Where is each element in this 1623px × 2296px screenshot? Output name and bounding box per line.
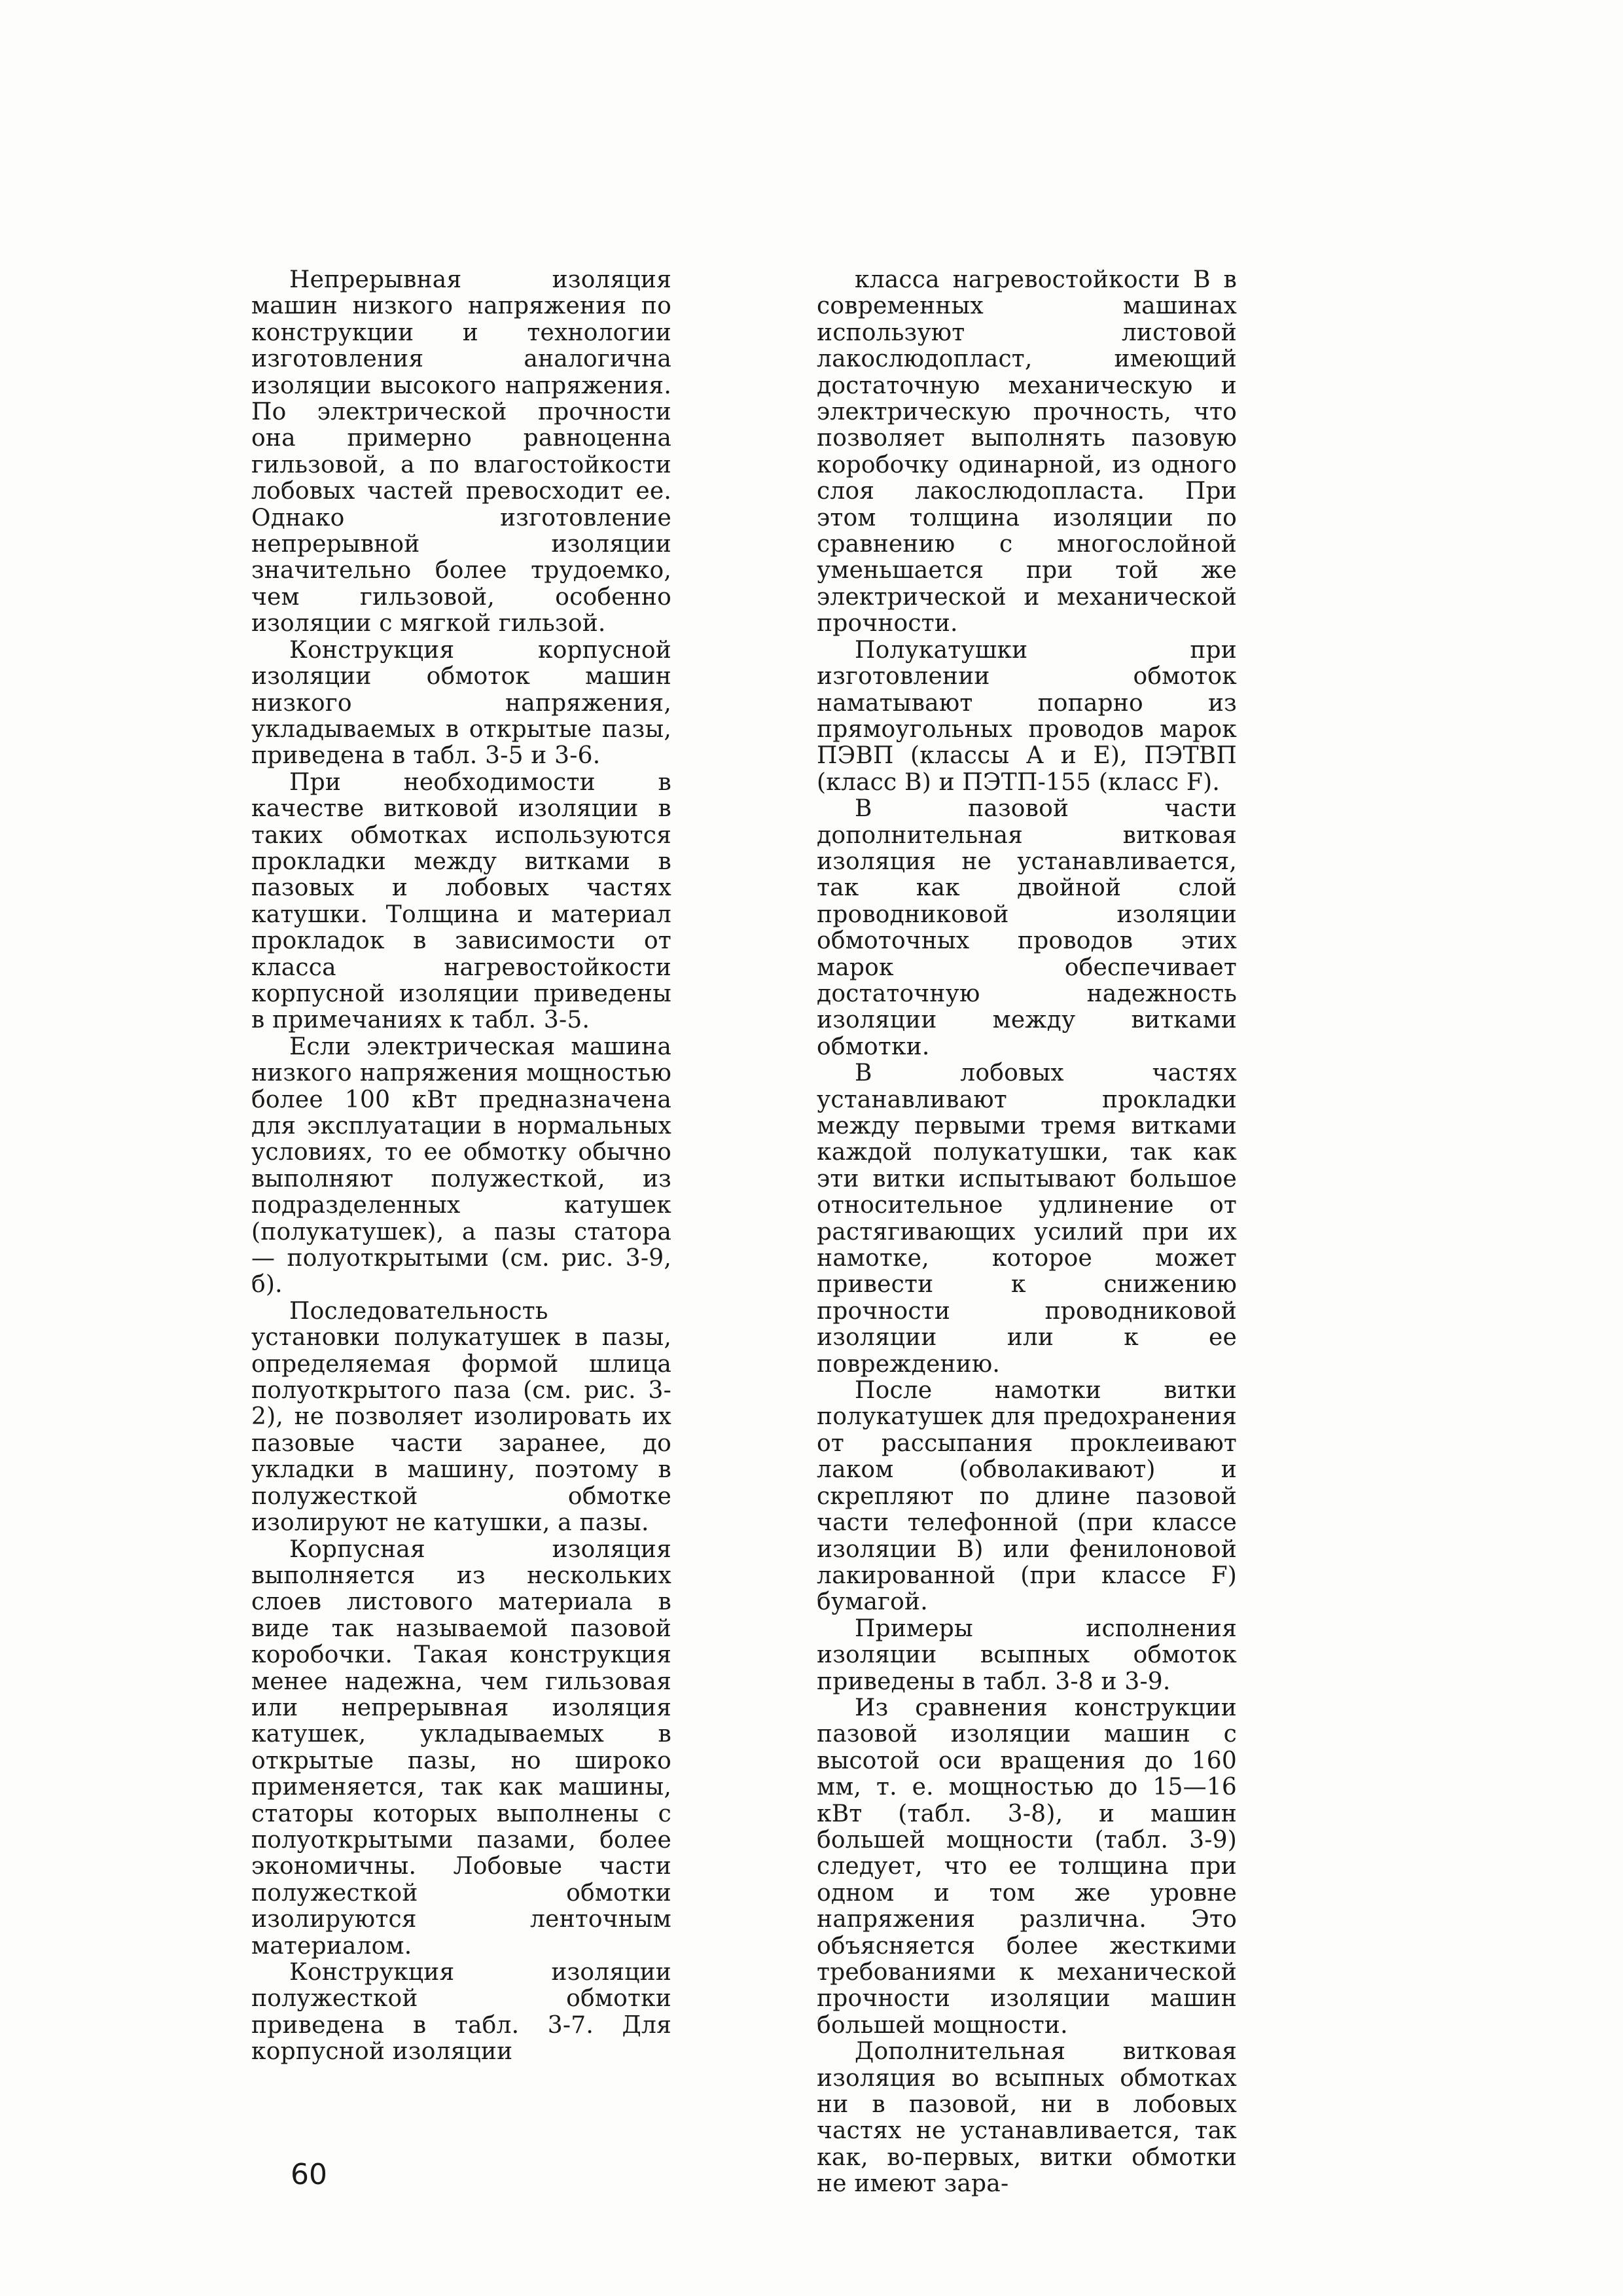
paragraph: Корпусная изоляция выполняется из нескольких слоев листового материала в виде так называемой пазовой коробочки. Такая конструкция менее надежна, чем гильзовая или непрерывная изоляция катушек, укладываемых в открытые пазы, но широко применяется, так как машины, статоры которых выполнены с полуоткрытыми пазами, более экономичны. Лобовые части полужесткой обмотки изолируются ленточным материалом.: [251, 1535, 671, 1960]
paragraph: Если электрическая машина низкого напряжения мощностью более 100 кВт предназначена для эксплуатации в нормальных условиях, то ее обмотку обычно выполняют полужесткой, из подразделенных катушек (полукатушек), а пазы статора — полуоткрытыми (см. рис. 3-9, б).: [251, 1033, 671, 1299]
paragraph: класса нагревостойкости В в современных машинах используют листовой лакослюдопласт, имеющий достаточную механическую и электрическую прочность, что позволяет выполнять пазовую коробочку одинарной, из одного слоя лакослюдопласта. При этом толщина изоляции по сравнению с многослойной уменьшается при той же электрической и механической прочности.: [817, 266, 1237, 637]
paragraph: Полукатушки при изготовлении обмоток наматывают попарно из прямоугольных проводов марок ПЭВП (классы А и Е), ПЭТВП (класс В) и ПЭТП-155 (класс F).: [817, 636, 1237, 796]
paragraph: Последовательность установки полукатушек в пазы, определяемая формой шлица полуоткрытого паза (см. рис. 3-2), не позволяет изолировать их пазовые части заранее, до укладки в машину, поэтому в полужесткой обмотке изолируют не катушки, а пазы.: [251, 1297, 671, 1537]
paragraph: При необходимости в качестве витковой изоляции в таких обмотках используются прокладки между витками в пазовых и лобовых частях катушки. Толщина и материал прокладок в зависимости от класса нагревостойкости корпусной изоляции приведены в примечаниях к табл. 3-5.: [251, 768, 671, 1034]
page-number: 60: [291, 2158, 327, 2191]
paragraph: Дополнительная витковая изоляция во всыпных обмотках ни в пазовой, ни в лобовых частях не устанавливается, так как, во-первых, витки обмотки не имеют зара-: [817, 2038, 1237, 2198]
paragraph: Примеры исполнения изоляции всыпных обмоток приведены в табл. 3-8 и 3-9.: [817, 1615, 1237, 1695]
paragraph: Конструкция изоляции полужесткой обмотки приведена в табл. 3-7. Для корпусной изоляции: [251, 1959, 671, 2066]
right-text-column: [817, 267, 1237, 2198]
paragraph: В лобовых частях устанавливают прокладки между первыми тремя витками каждой полукатушки, так как эти витки испытывают большое относительное удлинение от растягивающих усилий при их намотке, которое может привести к снижению прочности проводниковой изоляции или к ее повреждению.: [817, 1060, 1237, 1378]
left-text-column: [251, 267, 671, 2066]
paragraph: Непрерывная изоляция машин низкого напряжения по конструкции и технологии изготовления аналогична изоляции высокого напряжения. По электрической прочности она примерно равноценна гильзовой, а по влагостойкости лобовых частей превосходит ее. Однако изготовление непрерывной изоляции значительно более трудоемко, чем гильзовой, особенно изоляции с мягкой гильзой.: [251, 266, 671, 637]
paragraph: Конструкция корпусной изоляции обмоток машин низкого напряжения, укладываемых в открытые пазы, приведена в табл. 3-5 и 3-6.: [251, 636, 671, 770]
paragraph: Из сравнения конструкции пазовой изоляции машин с высотой оси вращения до 160 мм, т. е. мощностью до 15—16 кВт (табл. 3-8), и машин большей мощности (табл. 3-9) следует, что ее толщина при одном и том же уровне напряжения различна. Это объясняется более жесткими требованиями к механической прочности изоляции машин большей мощности.: [817, 1694, 1237, 2039]
paragraph: В пазовой части дополнительная витковая изоляция не устанавливается, так как двойной слой проводниковой изоляции обмоточных проводов этих марок обеспечивает достаточную надежность изоляции между витками обмотки.: [817, 795, 1237, 1060]
paragraph: После намотки витки полукатушек для предохранения от рассыпания проклеивают лаком (обволакивают) и скрепляют по длине пазовой части телефонной (при классе изоляции В) или фенилоновой лакированной (при классе F) бумагой.: [817, 1377, 1237, 1616]
